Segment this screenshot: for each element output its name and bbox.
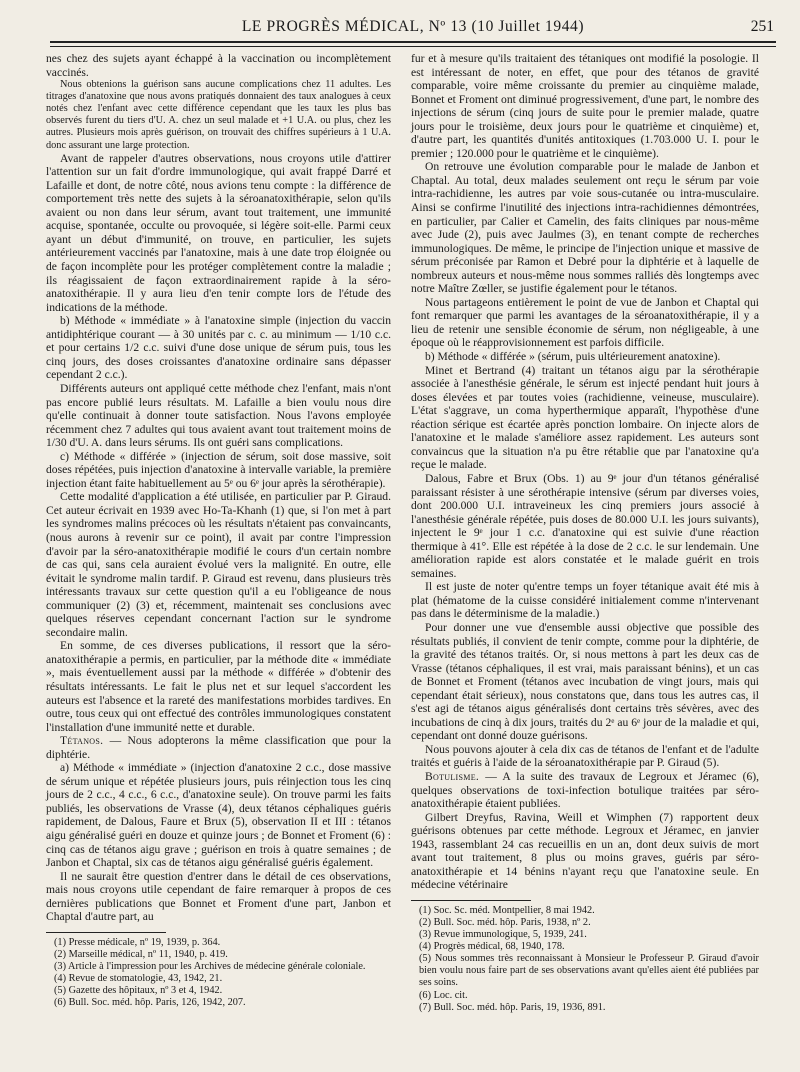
left-column: [46, 52, 391, 1009]
section-heading-botulisme: Botulisme.: [425, 769, 480, 783]
header-rule: [50, 41, 776, 43]
paragraph: Gilbert Dreyfus, Ravina, Weill et Wimphen (7) rapportent deux guérisons obtenues par cette méthode. Legroux et Jéramec, en janvier 1943, rassemblant 24 cas recueillis en un an, dont deux suivis de mort avant tout traitement, 8 plus ou moins graves, guéris par séro-anatoxithérapie et 14 bénins n'ayant reçu que l'anatoxine seule. En médecine vétérinaire: [411, 810, 759, 892]
paragraph: b) Méthode « différée » (sérum, puis ultérieurement anatoxine).: [425, 350, 721, 364]
paragraph: Nous pouvons ajouter à cela dix cas de tétanos de l'enfant et de l'adulte traités et guéris à l'aide de la séroanatoxithérapie par P. Giraud (5).: [411, 742, 759, 770]
paragraph-text: — A la suite des travaux de Legroux et Jéramec (6), quelques observations de toxi-infection botulique traitées par séro-anatoxithérapie étaient publiées.: [411, 769, 759, 811]
paragraph-small: Nous obtenions la guérison sans aucune complications chez 11 adultes. Les titrages d'anatoxine que nous avons pratiqués donnaient des taux analogues à ceux notés chez l'enfant avec cette différence cependant que les taux les plus bas observés furent du tiers d'U. A. chez un seul malade et +1 U.A. ou plus, chez les autres. Plusieurs mois après guérison, on trouvait des chiffres supérieurs à 1 U.A. donc assurant une large protection.: [46, 79, 391, 151]
paragraph: nes chez des sujets ayant échappé à la vaccination ou incomplètement vaccinés.: [46, 52, 391, 79]
paragraph: Pour donner une vue d'ensemble aussi objective que possible des résultats publiés, il convient de tenir compte, comme pour la diphtérie, de la gravité des tétanos traités. Or, si nous mettons à part les deux cas de Vrasse (tétanos céphaliques, il est vrai, mais paraissant bénins), et un cas de Bonnet et Froment (tétanos avec incubation de vingt jours, mais qui cependant était sérieux), nous constatons que, dans tous les autres cas, il s'est agi de tétanos aigus généralisés dont certains très sévères, avec des incubations de cinq à dix jours, traités du 2ᵉ au 6ᵉ jour de la maladie et qui, cependant ont donné douze guérisons.: [411, 620, 759, 743]
footnote: (5) Nous sommes très reconnaissant à Monsieur le Professeur P. Giraud d'avoir bien voulu nous faire part de ses observations avant qu'elles aient été publiées par ses soins.: [419, 953, 759, 989]
paragraph: Cette modalité d'application a été utilisée, en particulier par P. Giraud. Cet auteur écrivait en 1939 avec Ho-Ta-Khanh (1) que, si l'on met à part les syndromes malins précoces où les résultats n'étaient pas convaincants, (nous aurons à revenir sur ce point), il avait par contre l'impression d'avoir par la séro-anatoxithérapie modifié le cours d'un certain nombre de cas qui, sans cela auraient évolué vers la malignité. En outre, elle évitait le syndrome malin tardif. P. Giraud est revenu, dans plusieurs très intéressants travaux sur cette question qu'il a eu l'obligeance de nous communiquer (2) (3) et, récemment, maintenait ses conclusions avec quelques réserves cependant concernant l'action sur le syndrome secondaire malin.: [46, 490, 391, 639]
paragraph: b) Méthode « immédiate » à l'anatoxine simple (injection du vaccin antidiphtérique courant — à 30 unités par c. c. au minimum — 1/10 c.c. et pour certains 1/2 c.c. suivi d'une dose unique de sérum puis, tous les cinq jours, des doses croissantes d'anatoxine ordinaire sans dépasser cependant 2 c.c.).: [46, 314, 391, 382]
paragraph-text: — Nous adopterons la même classification que pour la diphtérie.: [46, 734, 391, 761]
paragraph: Il ne saurait être question d'entrer dans le détail de ces observations, mais nous croyons utile cependant de faire remarquer à propos de ces dernières publications que Bonnet et Froment d'une part, Janbon et Chaptal d'autre part, au: [46, 869, 391, 924]
footnote: (3) Article à l'impression pour les Archives de médecine générale coloniale.: [54, 961, 366, 973]
footnote: (3) Revue immunologique, 5, 1939, 241.: [419, 929, 587, 941]
paragraph: On retrouve une évolution comparable pour le malade de Janbon et Chaptal. Au total, deux malades seulement ont reçu le sérum par voie intra-rachidienne, les autres par voie sous-cutanée ou intra-musculaire. Ainsi se confirme l'inutilité des injections intra-rachidiennes démontrées, en particulier, par Calier et Camelin, des faits cliniques par nous-même avec Jude (2), puis avec Jaulmes (3), en tenant compte de recherches immunologiques. De même, le principe de l'injection unique et massive de sérum préconisée par Ramon et Debré pour la diphtérie et à laquelle de nombreux auteurs et nous-même nous sommes ralliés dès longtemps avec notre Maître Zœller, se justifie également pour le tétanos.: [411, 160, 759, 296]
footnote: (4) Revue de stomatologie, 43, 1942, 21.: [54, 973, 223, 985]
paragraph: a) Méthode « immédiate » (injection d'anatoxine 2 c.c., dose massive de sérum unique et répétée plusieurs jours, puis réinjection tous les cinq jours de 2 c.c., 4 c.c., 6 c.c., d'anatoxine seule). On trouve parmi les faits publiés, les observations de Vrasse (4), deux tétanos céphaliques guéris rapidement, de Dalous, Faure et Brux (5), observation II et III : tétanos aigu généralisé guéri en douze et quinze jours ; de Bonnet et Froment (6) : cinq cas de tétanos aigu grave ; guérison en trois à quatre semaines ; de Janbon et Chaptal, six cas de tétanos aigu généralisé guéris également.: [46, 761, 391, 870]
page-number: 251: [750, 18, 774, 35]
paragraph: c) Méthode « différée » (injection de sérum, soit dose massive, soit doses répétées, puis injection d'anatoxine à intervalle variable, la première injection étant faite habituellement au 5ᵉ ou 6ᵉ jour après la sérothérapie).: [46, 449, 391, 490]
footnote: (2) Marseille médical, nº 11, 1940, p. 419.: [54, 948, 228, 960]
footnote-rule: [411, 900, 531, 901]
footnotes-right: [411, 905, 759, 1014]
footnote: (7) Bull. Soc. méd. hôp. Paris, 19, 1936, 891.: [419, 1001, 606, 1013]
footnote: (6) Loc. cit.: [419, 989, 468, 1001]
paragraph: Nous partageons entièrement le point de vue de Janbon et Chaptal qui font remarquer que parmi les avantages de la séroanatoxithérapie, il y a lieu de retenir une sensible économie de sérum, non négligeable, à une époque où le réapprovisionnement est parfois difficile.: [411, 295, 759, 350]
paragraph: Minet et Bertrand (4) traitant un tétanos aigu par la sérothérapie associée à l'anesthésie générale, le sérum est injecté pendant huit jours à doses élevées et par toutes voies (rachidienne, veineuse, musculaire). L'état s'aggrave, un coma hyperthermique apparaît, l'hypothèse d'une réaction sérique est écartée après ponction lombaire. On injecte alors de l'anatoxine et le malade s'améliore assez rapidement. Les auteurs sont convaincus que la situation n'a pu être rétablie que par l'anatoxine qu'a reçue le malade.: [411, 363, 759, 472]
paragraph: Dalous, Fabre et Brux (Obs. 1) au 9ᵉ jour d'un tétanos généralisé paraissant résister à une sérothérapie intensive (sérum par diverses voies, dont 200.000 U.I. intraveineux les cinq premiers jours associé à l'anesthésie générale répétée, puis doses de 80.000 U.I. les jours suivants), injectent le 9ᵉ jour 1 c.c. d'anatoxine qui est suivie d'une réaction thermique à 41°. Elle est répétée à la dose de 2 c.c. le sur lendemain. Une amélioration rapide est alors constatée et le malade guérit en trois semaines.: [411, 471, 759, 580]
footnote: (6) Bull. Soc. méd. hôp. Paris, 126, 1942, 207.: [54, 997, 246, 1009]
journal-title: LE PROGRÈS MÉDICAL, Nº 13 (10 Juillet 1944): [241, 18, 585, 35]
right-column: [411, 52, 759, 1014]
footnote: (4) Progrès médical, 68, 1940, 178.: [419, 941, 565, 953]
footnotes-left: [46, 937, 391, 1010]
paragraph: Différents auteurs ont appliqué cette méthode chez l'enfant, mais n'ont pas encore publié leurs résultats. M. Lafaille a bien voulu nous dire qu'elle continuait à donner toute satisfaction. Nous l'avons employée récemment chez 7 adultes qui tous avaient avant tout traitement moins de 1/30 d'U. A. dans leurs sérums. Ils ont guéri sans complications.: [46, 381, 391, 450]
footnote: (1) Presse médicale, nº 19, 1939, p. 364.: [54, 936, 221, 948]
paragraph: Il est juste de noter qu'entre temps un foyer tétanique avait été mis à plat (hématome de la cuisse considéré initialement comme n'intervenant pas dans le déterminisme de la maladie.): [411, 580, 759, 621]
running-header: [50, 18, 776, 40]
footnote: (2) Bull. Soc. méd. hôp. Paris, 1938, nº 2.: [419, 917, 591, 928]
footnote-rule: [46, 932, 166, 933]
section-paragraph: [411, 770, 759, 811]
footnote: (1) Soc. Sc. méd. Montpellier, 8 mai 1942.: [419, 904, 595, 916]
footnote: (5) Gazette des hôpitaux, nº 3 et 4, 1942.: [54, 985, 223, 997]
section-heading-tetanos: Tétanos.: [60, 734, 104, 748]
section-paragraph: [46, 734, 391, 761]
header-rule-thin: [50, 46, 776, 47]
paragraph: fur et à mesure qu'ils traitaient des tétaniques ont modifié la posologie. Il est intéressant de noter, en effet, que pour des tétanos de gravité comparable, voire même croissante du premier au cinquième malade, Bonnet et Froment ont diminué progressivement, d'une part, le nombre des injections de sérum (cinq jours de suite pour le premier malade, quatre jours pour le troisième, deux jours pour le quatrième et cinquième) et, d'autre part, les quantités d'unités antitoxiques (1.703.000 U. I. pour le premier ; 120.000 pour le quatrième et le cinquième).: [411, 52, 759, 160]
paragraph: En somme, de ces diverses publications, il ressort que la séro-anatoxithérapie a permis, en particulier, par la méthode dite « immédiate », mais éventuellement aussi par la méthode « différée » d'obtenir des résultats intéressants. Le fait le plus net et sur lequel s'accordent les auteurs est l'absence et la rareté des manifestations morbides tardives. En outre, tous ceux qui ont effectué des contrôles immunologiques constatent l'installation d'une immunité nette et durable.: [46, 639, 391, 734]
paragraph: Avant de rappeler d'autres observations, nous croyons utile d'attirer l'attention sur un fait d'ordre immunologique, qui avait frappé Darré et Lafaille et dont, de notre côté, nous avions tenu compte : la différence de comportement très nette des sujets à la séroanatoxithérapie, selon qu'ils avaient ou non dans leur sérum, avant tout traitement, une immunité acquise, spontanée, occulte ou provoquée, si légère soit-elle. Parmi ceux ayant un début d'immunité, on trouve, en particulier, les sujets antérieurement vaccinés par l'anatoxine, mais à une date trop éloignée ou de façon incomplète pour les protéger complètement contre la maladie ; ils réagissaient de façon extraordinairement rapide à la séro-anatoxithérapie. Il y aura lieu d'en tenir compte lors de l'étude des indications de la méthode.: [46, 151, 391, 314]
